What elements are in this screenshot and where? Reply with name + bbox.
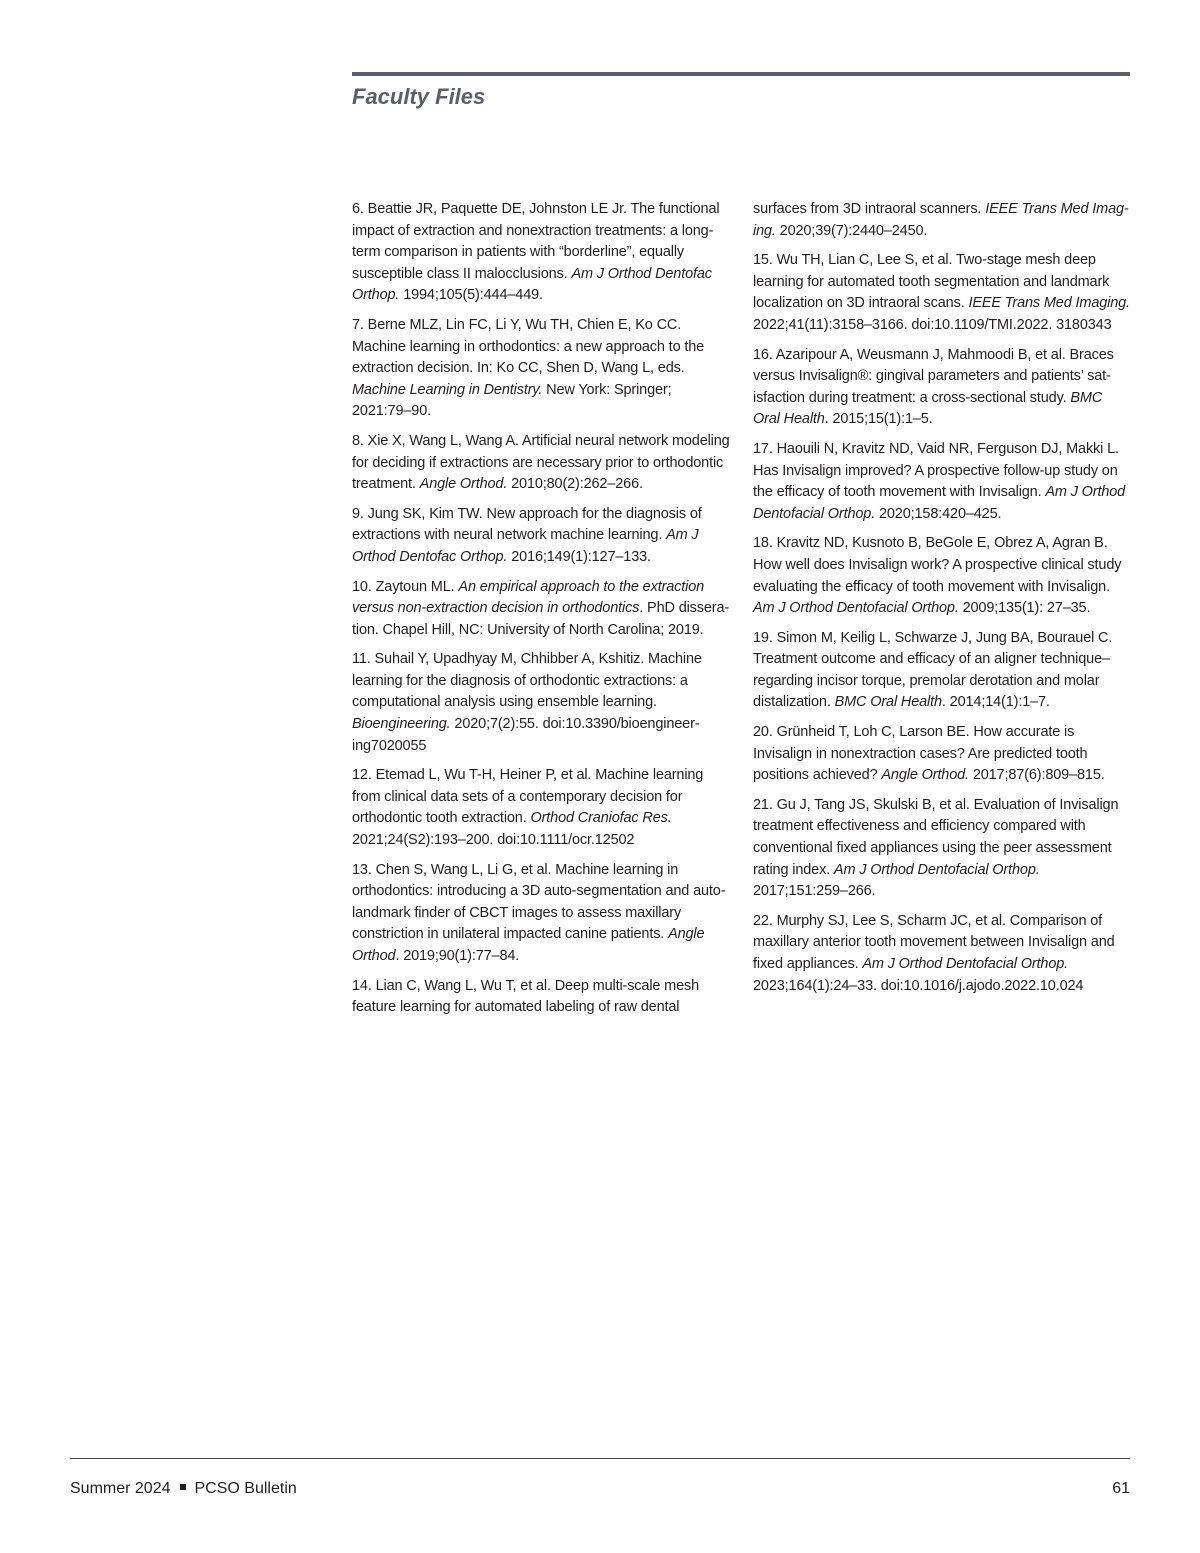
- reference-text: 21. Gu J, Tang JS, Skulski B, et al. Evaluation of Invisalign treatment effectiveness and efficiency compared with conventional fixed appliances using the peer assessment rating index.: [753, 796, 1119, 878]
- reference-text: 8. Xie X, Wang L, Wang A. Artificial neural network modeling for deciding if extractions are necessary prior to orthodontic treatment.: [352, 432, 730, 493]
- reference-text: New York: Springer; 2021:79–90.: [352, 381, 672, 420]
- reference-entry: [753, 533, 1131, 619]
- reference-text: 13. Chen S, Wang L, Li G, et al. Machine learning in orthodontics: introducing a 3D auto-segmentation and auto-landmark finder of CBCT images to assess maxillary constriction in unilateral impacted canine patients.: [352, 861, 726, 943]
- reference-text: 10. Zaytoun ML.: [352, 578, 459, 595]
- reference-entry: [352, 976, 730, 1019]
- reference-journal-title: Orthod Craniofac Res.: [530, 810, 672, 827]
- square-bullet-icon: [180, 1484, 186, 1490]
- reference-journal-title: BMC Oral Health: [753, 389, 1103, 428]
- reference-text: 15. Wu TH, Lian C, Lee S, et al. Two-stage mesh deep learning for automated tooth segmentation and landmark localization on 3D intraoral scans.: [753, 252, 1110, 312]
- reference-text: 16. Azaripour A, Weusmann J, Mahmoodi B, et al. Braces versus Invisalign®: gingival parameters and patients’ satisfaction during treatment: a cross-sectional study.: [753, 346, 1114, 406]
- reference-journal-title: IEEE Trans Med Imaging.: [968, 295, 1130, 312]
- header-rule: [352, 72, 1130, 76]
- reference-text: 22. Murphy SJ, Lee S, Scharm JC, et al. Comparison of maxillary anterior tooth movement between Invisalign and fixed appliances.: [753, 912, 1115, 972]
- reference-journal-title: Am J Orthod Dentofac Orthop.: [352, 527, 699, 565]
- section-title: Faculty Files: [352, 84, 486, 109]
- reference-journal-title: An empirical approach to the extraction versus non-extraction decision in orthodontics: [352, 578, 705, 617]
- reference-journal-title: Am J Orthod Dentofacial Orthop.: [753, 600, 959, 617]
- reference-text: 19. Simon M, Keilig L, Schwarze J, Jung BA, Bourauel C. Treatment outcome and efficacy of an aligner technique–regarding incisor torque, premolar derotation and molar distalization.: [753, 629, 1113, 711]
- references-left-column: [352, 199, 730, 1027]
- footer-issue-line: [70, 1480, 297, 1498]
- reference-entry: [352, 199, 730, 307]
- reference-journal-title: IEEE Trans Med Imaging.: [753, 201, 1129, 239]
- reference-text: . 2014;14(1):1–7.: [941, 694, 1050, 711]
- reference-entry: [352, 504, 730, 569]
- reference-text: 1994;105(5):444–449.: [399, 287, 543, 304]
- reference-text: . 2019;90(1):77–84.: [395, 948, 520, 964]
- reference-text: 14. Lian C, Wang L, Wu T, et al. Deep multi-scale mesh feature learning for automated labeling of raw dental: [352, 977, 700, 1016]
- reference-text: 6. Beattie JR, Paquette DE, Johnston LE Jr. The functional impact of extraction and nonextraction treatments: a long-term comparison in patients with “borderline”, equally susceptible class II malocclusions.: [352, 201, 720, 282]
- reference-text: 12. Etemad L, Wu T-H, Heiner P, et al. Machine learning from clinical data sets of a contemporary decision for orthodontic tooth extraction.: [352, 767, 704, 827]
- reference-text: 2020;39(7):2440–2450.: [775, 222, 928, 239]
- reference-entry: [753, 250, 1131, 336]
- reference-text: 11. Suhail Y, Upadhyay M, Chhibber A, Kshitiz. Machine learning for the diagnosis of orthodontic extractions: a computational analysis using ensemble learning.: [352, 651, 702, 711]
- reference-journal-title: Angle Orthod: [352, 926, 705, 964]
- reference-text: 2020;7(2):55. doi:10.3390/bioengineering7020055: [352, 716, 700, 754]
- reference-entry: [352, 577, 730, 642]
- reference-journal-title: BMC Oral Health: [834, 694, 942, 711]
- reference-entry: [753, 439, 1131, 525]
- reference-text: 2023;164(1):24–33. doi:10.1016/j.ajodo.2022.10.024: [753, 977, 1084, 994]
- page-number: 61: [1112, 1480, 1130, 1497]
- reference-entry: [753, 345, 1131, 431]
- reference-text: 2010;80(2):262–266.: [507, 476, 643, 493]
- reference-text: . 2015;15(1):1–5.: [824, 411, 933, 428]
- reference-journal-title: Am J Orthod Dentofacial Orthop.: [753, 484, 1126, 522]
- reference-entry: [352, 765, 730, 851]
- reference-journal-title: Angle Orthod.: [881, 767, 969, 784]
- reference-entry: [352, 315, 730, 423]
- reference-entry: [352, 860, 730, 968]
- footer-rule: [70, 1458, 1130, 1459]
- reference-journal-title: Am J Orthod Dentofac Orthop.: [352, 265, 712, 304]
- reference-text: 20. Grünheid T, Loh C, Larson BE. How accurate is Invisalign in nonextraction cases? Are predicted tooth positions achieved?: [753, 724, 1088, 784]
- reference-journal-title: Bioengineering.: [352, 716, 451, 733]
- reference-text: 2017;151:259–266.: [753, 883, 876, 900]
- reference-entry: [753, 628, 1131, 714]
- reference-text: 2020;158:420–425.: [875, 505, 1002, 522]
- reference-entry: [753, 911, 1131, 997]
- reference-journal-title: Am J Orthod Dentofacial Orthop.: [862, 956, 1069, 972]
- reference-journal-title: Am J Orthod Dentofacial Orthop.: [833, 861, 1040, 878]
- reference-entry: [753, 722, 1131, 787]
- reference-text: 18. Kravitz ND, Kusnoto B, BeGole E, Obrez A, Agran B. How well does Invisalign work? A prospective clinical study evaluating the efficacy of tooth movement with Invisalign.: [753, 535, 1122, 595]
- reference-entry: [753, 199, 1131, 242]
- footer-issue: Summer 2024: [70, 1480, 171, 1497]
- reference-journal-title: Machine Learning in Dentistry.: [352, 381, 543, 398]
- reference-entry: [753, 795, 1131, 903]
- reference-journal-title: Angle Orthod.: [419, 476, 508, 493]
- reference-text: 17. Haouili N, Kravitz ND, Vaid NR, Ferguson DJ, Makki L. Has Invisalign improved? A prospective follow-up study on the efficacy of tooth movement with Invisalign.: [753, 440, 1119, 501]
- reference-text: 7. Berne MLZ, Lin FC, Li Y, Wu TH, Chien E, Ko CC. Machine learning in orthodontics: a new approach to the extraction decision. In: Ko CC, Shen D, Wang L, eds.: [352, 316, 705, 377]
- reference-text: surfaces from 3D intraoral scanners.: [753, 201, 986, 217]
- reference-text: 2017;87(6):809–815.: [968, 767, 1105, 784]
- reference-text: 2022;41(11):3158–3166. doi:10.1109/TMI.2022. 3180343: [753, 316, 1112, 333]
- footer-publication: PCSO Bulletin: [194, 1480, 297, 1497]
- references-right-column: [753, 199, 1131, 1005]
- reference-text: 2009;135(1): 27–35.: [958, 600, 1091, 617]
- reference-text: 2016;149(1):127–133.: [507, 548, 651, 565]
- reference-entry: [352, 431, 730, 496]
- reference-text: 2021;24(S2):193–200. doi:10.1111/ocr.12502: [352, 832, 635, 849]
- reference-text: . PhD disseration. Chapel Hill, NC: University of North Carolina; 2019.: [352, 600, 730, 638]
- reference-entry: [352, 649, 730, 757]
- reference-text: 9. Jung SK, Kim TW. New approach for the diagnosis of extractions with neural network machine learning.: [352, 505, 702, 544]
